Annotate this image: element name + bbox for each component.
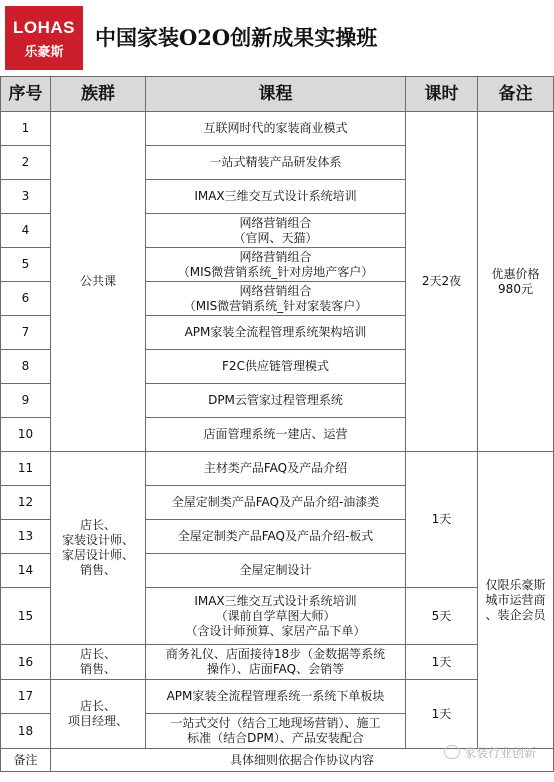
wechat-icon xyxy=(444,745,460,759)
hours-cell: 1天 xyxy=(406,452,478,588)
row-no: 11 xyxy=(1,452,51,486)
hours-cell: 2天2夜 xyxy=(406,112,478,452)
course-cell: 网络营销组合 （MIS微营销系统_针对家装客户） xyxy=(146,282,406,316)
course-cell: 主材类产品FAQ及产品介绍 xyxy=(146,452,406,486)
logo-text-en: LOHAS xyxy=(13,18,75,37)
footer-label: 备注 xyxy=(1,749,51,772)
row-no: 6 xyxy=(1,282,51,316)
row-no: 17 xyxy=(1,680,51,714)
hours-cell: 1天 xyxy=(406,680,478,749)
page-title: 中国家装O2O创新成果实操班 xyxy=(95,25,378,50)
table-row xyxy=(1,112,554,146)
course-cell: F2C供应链管理模式 xyxy=(146,350,406,384)
header-group: 族群 xyxy=(51,77,146,112)
row-no: 1 xyxy=(1,112,51,146)
header-hours: 课时 xyxy=(406,77,478,112)
course-cell: 全屋定制类产品FAQ及产品介绍-板式 xyxy=(146,520,406,554)
lohas-logo xyxy=(5,6,83,70)
course-cell: 网络营销组合 （官网、天猫） xyxy=(146,214,406,248)
table-row xyxy=(1,680,554,714)
watermark xyxy=(444,744,536,761)
course-cell: DPM云管家过程管理系统 xyxy=(146,384,406,418)
group-cell: 店长、 销售、 xyxy=(51,645,146,680)
header-no: 序号 xyxy=(1,77,51,112)
table-row xyxy=(1,645,554,680)
row-no: 5 xyxy=(1,248,51,282)
row-no: 14 xyxy=(1,554,51,588)
row-no: 16 xyxy=(1,645,51,680)
notes-cell: 优惠价格 980元 xyxy=(478,112,554,452)
row-no: 7 xyxy=(1,316,51,350)
group-cell: 店长、 项目经理、 xyxy=(51,680,146,749)
row-no: 8 xyxy=(1,350,51,384)
table-header-row xyxy=(1,77,554,112)
course-cell: 互联网时代的家装商业模式 xyxy=(146,112,406,146)
page-header xyxy=(0,0,554,76)
course-cell: 一站式精装产品研发体系 xyxy=(146,146,406,180)
row-no: 3 xyxy=(1,180,51,214)
row-no: 2 xyxy=(1,146,51,180)
row-no: 13 xyxy=(1,520,51,554)
course-cell: 商务礼仪、店面接待18步（金数据等系统 操作）、店面FAQ、会销等 xyxy=(146,645,406,680)
table-row xyxy=(1,452,554,486)
row-no: 12 xyxy=(1,486,51,520)
course-table xyxy=(0,76,554,772)
course-cell: 一站式交付（结合工地现场营销）、施工 标准（结合DPM）、产品安装配合 xyxy=(146,714,406,749)
course-cell: 全屋定制类产品FAQ及产品介绍-油漆类 xyxy=(146,486,406,520)
course-cell: 网络营销组合 （MIS微营销系统_针对房地产客户） xyxy=(146,248,406,282)
course-cell: IMAX三维交互式设计系统培训 （课前自学草图大师） （含设计师预算、家居产品下单） xyxy=(146,588,406,645)
group-cell: 店长、 家装设计师、 家居设计师、 销售、 xyxy=(51,452,146,645)
hours-cell: 5天 xyxy=(406,588,478,645)
notes-cell: 仅限乐豪斯 城市运营商 、装企会员 xyxy=(478,452,554,749)
row-no: 18 xyxy=(1,714,51,749)
row-no: 4 xyxy=(1,214,51,248)
logo-text-cn: 乐豪斯 xyxy=(24,45,64,60)
header-notes: 备注 xyxy=(478,77,554,112)
group-cell: 公共课 xyxy=(51,112,146,452)
header-course: 课程 xyxy=(146,77,406,112)
hours-cell: 1天 xyxy=(406,645,478,680)
course-cell: 全屋定制设计 xyxy=(146,554,406,588)
course-cell: IMAX三维交互式设计系统培训 xyxy=(146,180,406,214)
row-no: 10 xyxy=(1,418,51,452)
footer-text: 具体细则依据合作协议内容 xyxy=(51,749,554,772)
course-cell: APM家装全流程管理系统一系统下单板块 xyxy=(146,680,406,714)
course-cell: 店面管理系统一建店、运营 xyxy=(146,418,406,452)
course-cell: APM家装全流程管理系统架构培训 xyxy=(146,316,406,350)
row-no: 15 xyxy=(1,588,51,645)
watermark-text: 家装行业创新 xyxy=(463,746,536,760)
row-no: 9 xyxy=(1,384,51,418)
